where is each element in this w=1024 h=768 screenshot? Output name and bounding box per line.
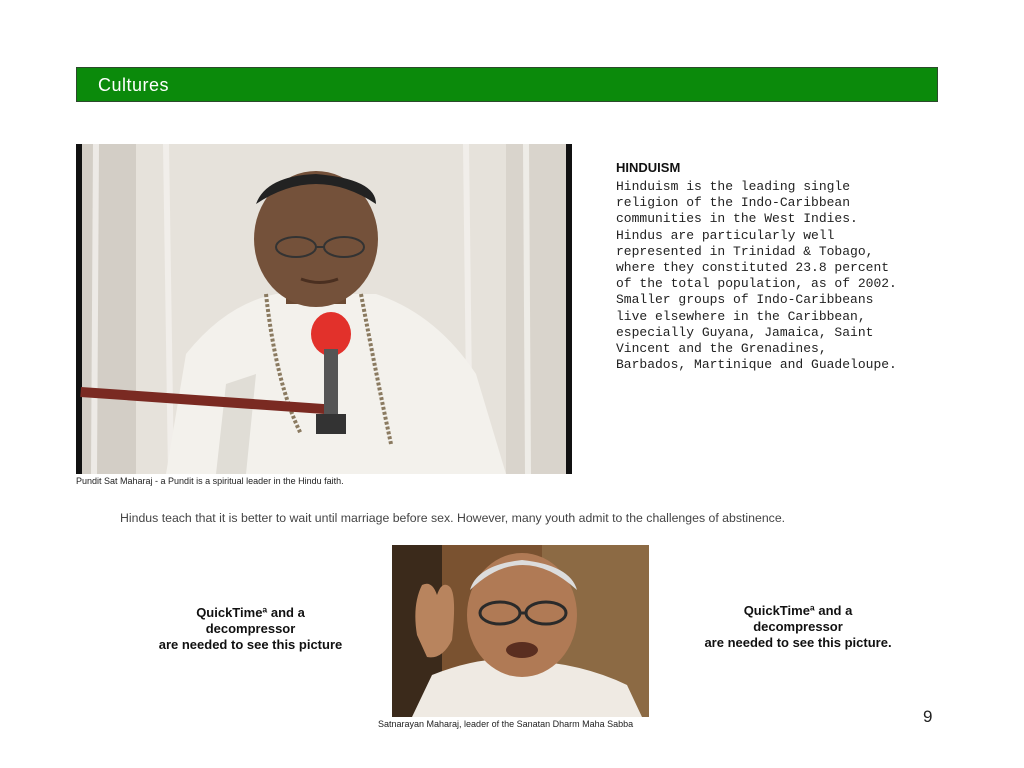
hinduism-line: Hinduism is the leading single xyxy=(616,179,851,194)
hinduism-line: where they constituted 23.8 percent xyxy=(616,260,890,276)
satnarayan-photo xyxy=(392,545,649,717)
page-number: 9 xyxy=(923,707,933,726)
hinduism-line: Barbados, Martinique and Guadeloupe. xyxy=(616,357,897,373)
hinduism-line: Vincent and the Grenadines, xyxy=(616,341,827,357)
hinduism-heading: HINDUISM xyxy=(616,160,681,175)
hinduism-body xyxy=(616,179,966,373)
hinduism-line: live elsewhere in the Caribbean, xyxy=(616,308,866,324)
hinduism-line: especially Guyana, Jamaica, Saint xyxy=(616,324,874,340)
quicktime-line: QuickTimeª and a xyxy=(196,605,305,620)
quicktime-placeholder-left xyxy=(128,605,373,653)
hinduism-line: Hindus are particularly well xyxy=(616,227,835,243)
quicktime-line: decompressor xyxy=(753,619,843,634)
quicktime-placeholder-right xyxy=(680,603,916,651)
pundit-photo xyxy=(76,144,572,474)
hinduism-line: communities in the West Indies. xyxy=(616,211,858,227)
quicktime-line: are needed to see this picture xyxy=(158,637,343,652)
quicktime-line: decompressor xyxy=(205,621,296,636)
abstinence-statement: Hindus teach that it is better to wait until marriage before sex. However, many youth admit to the challenges of abstinence. xyxy=(120,511,786,525)
hinduism-line: represented in Trinidad & Tobago, xyxy=(616,243,874,259)
hinduism-line: of the total population, as of 2002. xyxy=(616,276,897,292)
satnarayan-photo-caption: Satnarayan Maharaj, leader of the Sanatan Dharm Maha Sabba xyxy=(378,719,634,729)
quicktime-line: are needed to see this picture. xyxy=(704,635,892,650)
hinduism-line: religion of the Indo-Caribbean xyxy=(616,195,851,211)
title-bar xyxy=(76,67,938,102)
pundit-photo-caption: Pundit Sat Maharaj - a Pundit is a spiritual leader in the Hindu faith. xyxy=(76,476,344,486)
quicktime-line: QuickTimeª and a xyxy=(743,603,853,618)
hinduism-line: Smaller groups of Indo-Caribbeans xyxy=(616,292,874,308)
slide-title: Cultures xyxy=(98,75,170,95)
hinduism-text-block xyxy=(616,160,966,373)
